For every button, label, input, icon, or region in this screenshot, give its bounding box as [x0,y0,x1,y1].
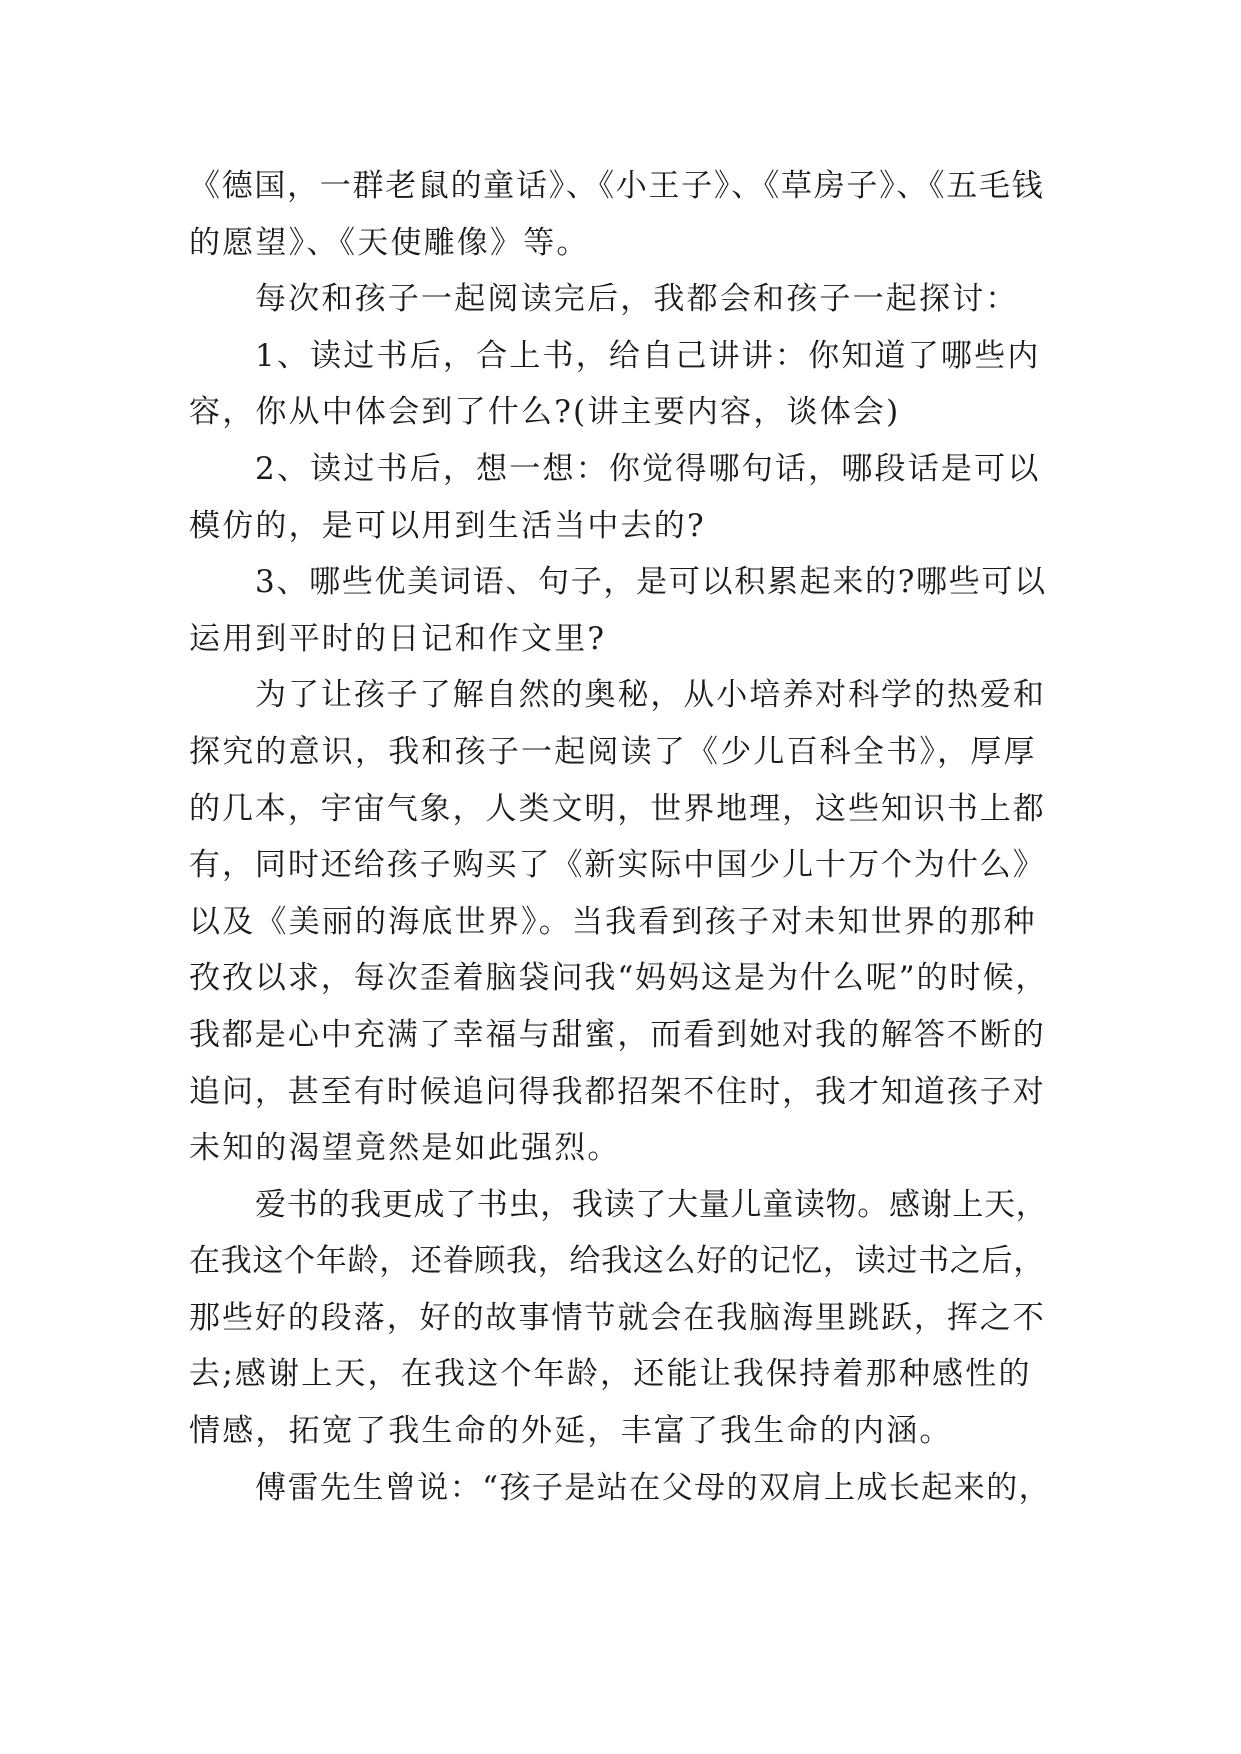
text-line: 容，你从中体会到了什么?(讲主要内容，谈体会) [189,394,901,431]
text-line: 每次和孩子一起阅读完后，我都会和孩子一起探讨： [255,281,1019,318]
paragraph [189,1460,1051,1517]
paragraph [189,271,1051,328]
document-body [189,158,1051,1516]
text-line: 运用到平时的日记和作文里? [189,620,607,657]
text-line: 模仿的，是可以用到生活当中去的? [189,507,706,544]
text-line: 的愿望》、《天使雕像》等。 [189,224,590,261]
text-line: 以及《美丽的海底世界》。当我看到孩子对未知世界的那种 [189,903,1037,940]
text-line: 爱书的我更成了书虫，我读了大量儿童读物。感谢上天， [255,1186,1048,1223]
text-line: 《德国，一群老鼠的童话》、《小王子》、《草房子》、《五毛钱 [189,168,1045,204]
text-line: 为了让孩子了解自然的奥秘，从小培养对科学的热爱和 [255,677,1046,714]
paragraph [189,328,1051,441]
paragraph [189,441,1051,554]
text-line: 的几本，宇宙气象，人类文明，世界地理，这些知识书上都 [189,790,1046,827]
text-line: 追问，甚至有时候追问得我都招架不住时，我才知道孩子对 [189,1073,1046,1110]
text-line: 孜孜以求，每次歪着脑袋问我“妈妈这是为什么呢”的时候， [189,960,1049,997]
text-line: 去;感谢上天，在我这个年龄，还能让我保持着那种感性的 [189,1356,1032,1393]
paragraph [189,667,1051,1176]
text-line: 有，同时还给孩子购买了《新实际中国少儿十万个为什么》 [189,847,1046,884]
text-line: 那些好的段落，好的故事情节就会在我脑海里跳跃，挥之不 [189,1299,1046,1336]
paragraph [189,158,1051,271]
text-line: 探究的意识，我和孩子一起阅读了《少儿百科全书》，厚厚 [189,733,1037,770]
text-line: 未知的渴望竟然是如此强烈。 [189,1130,621,1167]
text-line: 在我这个年龄，还眷顾我，给我这么好的记忆，读过书之后， [189,1243,1045,1280]
text-line: 傅雷先生曾说：“孩子是站在父母的双肩上成长起来的， [255,1469,1052,1506]
paragraph [189,554,1051,667]
text-line: 3、哪些优美词语、句子，是可以积累起来的?哪些可以 [255,564,1047,601]
text-line: 2、读过书后，想一想：你觉得哪句话，哪段话是可以 [255,450,1041,487]
text-line: 情感，拓宽了我生命的外延，丰富了我生命的内涵。 [189,1413,953,1450]
text-line: 1、读过书后，合上书，给自己讲讲：你知道了哪些内 [255,337,1041,374]
text-line: 我都是心中充满了幸福与甜蜜，而看到她对我的解答不断的 [189,1016,1046,1053]
paragraph [189,1177,1051,1460]
